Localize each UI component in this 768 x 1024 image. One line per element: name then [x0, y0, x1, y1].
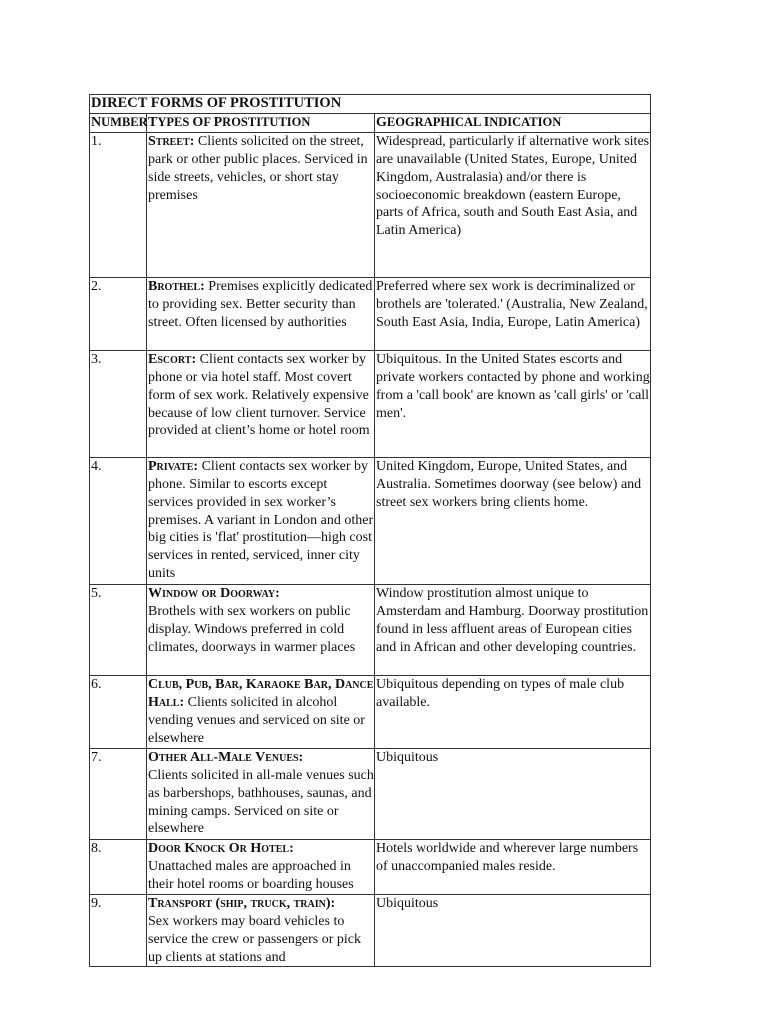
row-type-text: Client contacts sex worker by phone or via hotel staff. Most covert form of sex work. Relatively expensive because of low client turnover. Service provided at client’s home or hotel room [148, 351, 370, 439]
table-row [90, 584, 651, 675]
row-type-text: Client contacts sex worker by phone. Similar to escorts except services provided in sex worker’s premises. A variant in London and other big cities is 'flat' prostitution—high cost services in rented, serviced, inner city units [148, 458, 374, 582]
row-type-lead: Club, Pub, Bar, Karaoke Bar, Dance Hall: [148, 676, 374, 710]
row-number: 1. [90, 132, 147, 277]
row-number: 9. [90, 894, 147, 967]
row-type [147, 277, 375, 350]
row-type-text: Clients solicited on the street, park or other public places. Serviced in side streets, vehicles, or short stay premises [148, 133, 368, 203]
row-type-lead: Escort: [148, 351, 197, 367]
table-row [90, 894, 651, 967]
row-geography: Hotels worldwide and wherever large numbers of unaccompanied males reside. [375, 839, 651, 894]
row-type-text: Unattached males are approached in their hotel rooms or boarding houses [148, 858, 354, 892]
row-type-lead: Private: [148, 458, 199, 474]
row-type [147, 894, 375, 967]
table-row [90, 350, 651, 457]
table-title: DIRECT FORMS OF PROSTITUTION [90, 95, 651, 114]
row-type [147, 350, 375, 457]
row-geography: Ubiquitous [375, 748, 651, 839]
row-number: 2. [90, 277, 147, 350]
title-row [90, 95, 651, 114]
row-geography: Ubiquitous. In the United States escorts and private workers contacted by phone and working from a 'call book' are known as 'call girls' or 'call men'. [375, 350, 651, 457]
row-number: 6. [90, 675, 147, 748]
row-number: 4. [90, 457, 147, 584]
row-geography: Widespread, particularly if alternative work sites are unavailable (United States, Europe, United Kingdom, Australasia) and/or there is socioeconomic breakdown (eastern Europe, parts of Africa, south and South East Asia, and Latin America) [375, 132, 651, 277]
table-row [90, 748, 651, 839]
row-type-lead: Brothel: [148, 278, 205, 294]
row-type-text: Clients solicited in all-male venues such as barbershops, bathhouses, saunas, and mining camps. Serviced on site or elsewhere [148, 767, 374, 837]
row-number: 5. [90, 584, 147, 675]
row-geography: Ubiquitous depending on types of male club available. [375, 675, 651, 748]
row-type [147, 748, 375, 839]
row-geography: Window prostitution almost unique to Amsterdam and Hamburg. Doorway prostitution found in less affluent areas of European cities and in African and other developing countries. [375, 584, 651, 675]
row-geography: Preferred where sex work is decriminalized or brothels are 'tolerated.' (Australia, New Zealand, South East Asia, India, Europe, Latin America) [375, 277, 651, 350]
row-type-lead: Door Knock Or Hotel: [148, 840, 294, 856]
row-type-text: Brothels with sex workers on public display. Windows preferred in cold climates, doorways in warmer places [148, 603, 356, 655]
row-type-text: Clients solicited in alcohol vending venues and serviced on site or elsewhere [148, 694, 365, 746]
header-number: NUMBER [90, 113, 147, 132]
row-type [147, 132, 375, 277]
row-number: 8. [90, 839, 147, 894]
row-type [147, 675, 375, 748]
row-number: 3. [90, 350, 147, 457]
row-type-lead: Transport (ship, truck, train): [148, 895, 336, 911]
row-type-lead: Street: [148, 133, 195, 149]
row-number: 7. [90, 748, 147, 839]
table-row [90, 675, 651, 748]
prostitution-forms-table [89, 94, 651, 967]
row-geography: Ubiquitous [375, 894, 651, 967]
header-geography: GEOGRAPHICAL INDICATION [375, 113, 651, 132]
row-geography: United Kingdom, Europe, United States, and Australia. Sometimes doorway (see below) and street sex workers bring clients home. [375, 457, 651, 584]
row-type-lead: Other All-Male Venues: [148, 749, 304, 765]
row-type-text: Premises explicitly dedicated to providing sex. Better security than street. Often licensed by authorities [148, 278, 373, 330]
table-row [90, 277, 651, 350]
table-row [90, 457, 651, 584]
row-type [147, 584, 375, 675]
row-type [147, 457, 375, 584]
row-type-text: Sex workers may board vehicles to service the crew or passengers or pick up clients at stations and [148, 913, 362, 965]
table-row [90, 132, 651, 277]
header-types: TYPES OF PROSTITUTION [147, 113, 375, 132]
header-row [90, 113, 651, 132]
table-row [90, 839, 651, 894]
row-type [147, 839, 375, 894]
row-type-lead: Window or Doorway: [148, 585, 280, 601]
